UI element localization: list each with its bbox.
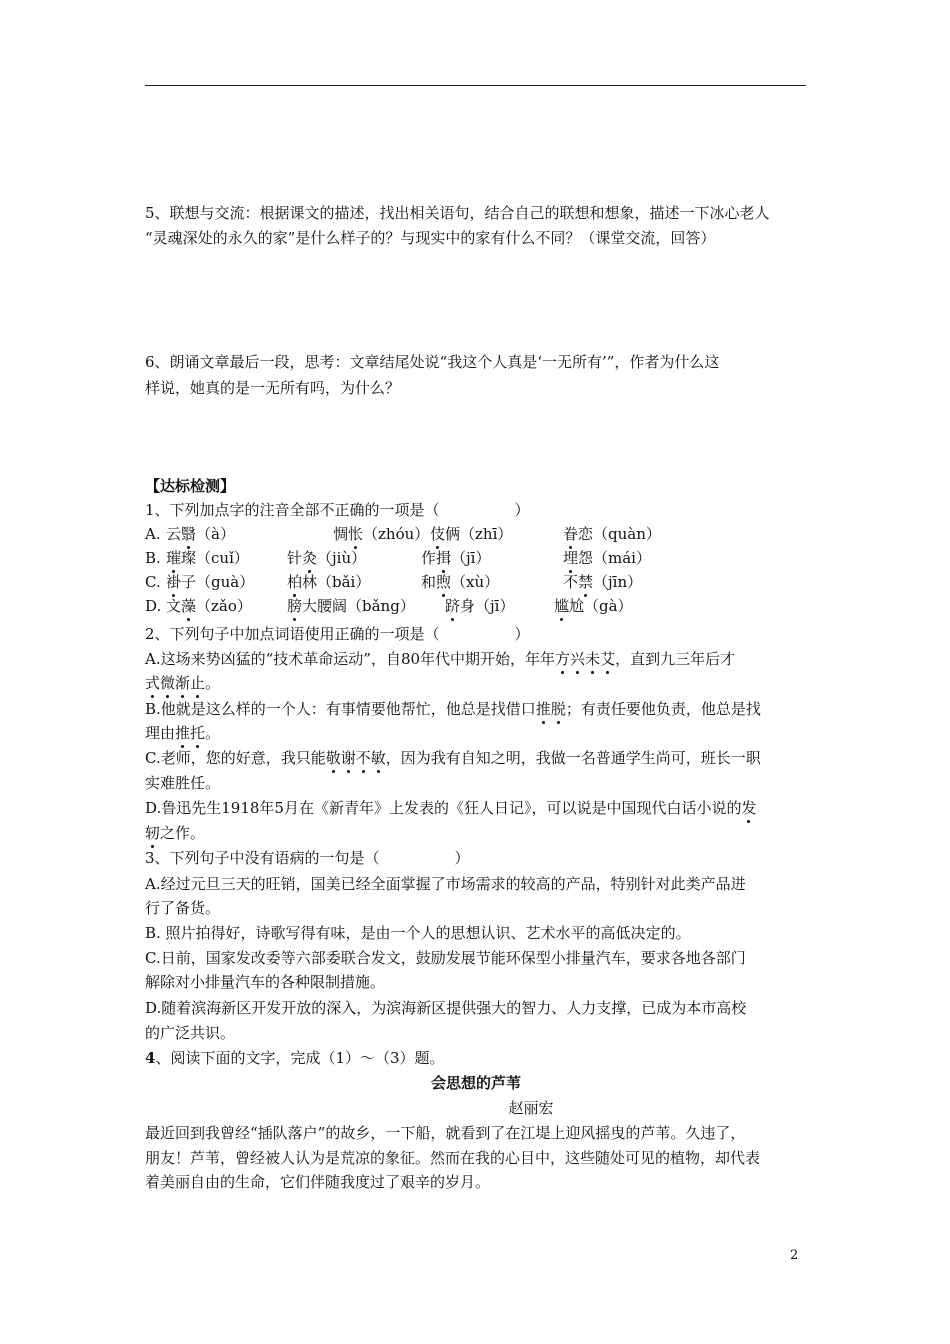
option-part: 柏林（bǎi） xyxy=(287,570,370,594)
mc3-stem: 3、下列句子中没有语病的一句是（ ） xyxy=(145,849,470,867)
option-label: A. xyxy=(145,525,161,543)
page-number: 2 xyxy=(790,1248,799,1263)
mc2-a-line1: A.这场来势凶猛的“技术革命运动”，自80年代中期开始，年年方兴未艾，直到九三年后才 xyxy=(145,647,807,671)
section-heading: 【达标检测】 xyxy=(145,477,236,495)
mc2-c-line1: C.老师，您的好意，我只能敬谢不敏，因为我有自知之明，我做一名普通学生尚可，班长一职 xyxy=(145,746,807,770)
option-part: 璀璨（cuǐ） xyxy=(166,546,249,570)
mc2-stem: 2、下列句子中加点词语使用正确的一项是（ ） xyxy=(145,625,530,643)
header-rule xyxy=(145,85,806,86)
mc3-c-line1: C.日前，国家发改委等六部委联合发文，鼓励发展节能环保型小排量汽车，要求各地各部门 xyxy=(145,949,746,967)
mc3-d-line1: D.随着滨海新区开发开放的深入，为滨海新区提供强大的智力、人力支撑，已成为本市高校 xyxy=(145,999,747,1017)
mc2-d-line1: D.鲁迅先生1918年5月在《新青年》上发表的《狂人日记》，可以说是中国现代白话小说的发 xyxy=(145,796,807,820)
q6-line1: 6、朗诵文章最后一段，思考：文章结尾处说“我这个人真是‘一无所有’”，作者为什么这 xyxy=(145,353,720,371)
option-part: 针灸（jiù） xyxy=(287,546,366,570)
option-part: 眷恋（quàn） xyxy=(563,522,661,546)
option-part: 文藻（zǎo） xyxy=(166,594,252,618)
option-part: 褂子（guà） xyxy=(166,570,254,594)
mc2-b-line1: B.他就是这么样的一个人：有事情要他帮忙，他总是找借口推脱；有责任要他负责，他总是找 xyxy=(145,697,807,721)
option-part: 作揖（jī） xyxy=(421,546,490,570)
passage-title: 会思想的芦苇 xyxy=(430,1074,521,1092)
option-part: 伎俩（zhī） xyxy=(430,522,512,546)
passage-author: 赵丽宏 xyxy=(508,1099,554,1117)
mc1-stem: 1、下列加点字的注音全部不正确的一项是（ ） xyxy=(145,501,530,519)
mc2-a-line2: 式微渐止。 xyxy=(145,671,807,695)
option-part: 云翳（à） xyxy=(166,522,235,546)
option-part: 和煦（xù） xyxy=(421,570,499,594)
option-part: 尴尬（gà） xyxy=(554,594,633,618)
mc3-d-line2: 的广泛共识。 xyxy=(145,1024,236,1042)
option-part: 惆怅（zhóu） xyxy=(333,522,429,546)
mc2-d-line2: 轫之作。 xyxy=(145,821,807,845)
mc3-b-line1: B. 照片拍得好，诗歌写得有味，是由一个人的思想认识、艺术水平的高低决定的。 xyxy=(145,924,691,942)
mc2-b-line2: 理由推托。 xyxy=(145,721,807,745)
q6-line2: 样说，她真的是一无所有吗，为什么？ xyxy=(145,379,401,397)
q5-line2: “灵魂深处的永久的家”是什么样子的？与现实中的家有什么不同？（课堂交流，回答） xyxy=(145,229,716,247)
q5-line1: 5、联想与交流：根据课文的描述，找出相关语句，结合自己的联想和想象，描述一下冰心老人 xyxy=(145,204,770,222)
option-label: D. xyxy=(145,597,162,615)
q4-stem: 4、阅读下面的文字，完成（1）～（3）题。 xyxy=(145,1049,445,1067)
option-part: 埋怨（mái） xyxy=(563,546,651,570)
mc2-c-line2: 实难胜任。 xyxy=(145,774,221,792)
passage-line1: 最近回到我曾经“插队落户”的故乡，一下船，就看到了在江堤上迎风摇曳的芦苇。久违了， xyxy=(145,1124,746,1142)
passage-line2: 朋友！芦苇，曾经被人认为是荒凉的象征。然而在我的心目中，这些随处可见的植物，却代表 xyxy=(145,1149,761,1167)
mc3-a-line1: A.经过元旦三天的旺销，国美已经全面掌握了市场需求的较高的产品，特别针对此类产品进 xyxy=(145,875,746,893)
option-label: B. xyxy=(145,549,161,567)
option-part: 跻身（jī） xyxy=(445,594,514,618)
mc3-a-line2: 行了备货。 xyxy=(145,899,221,917)
option-label: C. xyxy=(145,573,161,591)
mc3-c-line2: 解除对小排量汽车的各种限制措施。 xyxy=(145,973,386,991)
option-part: 不禁（jīn） xyxy=(563,570,642,594)
passage-line3: 着美丽自由的生命，它们伴随我度过了艰辛的岁月。 xyxy=(145,1173,491,1191)
option-part: 膀大腰阔（bǎng） xyxy=(287,594,415,618)
